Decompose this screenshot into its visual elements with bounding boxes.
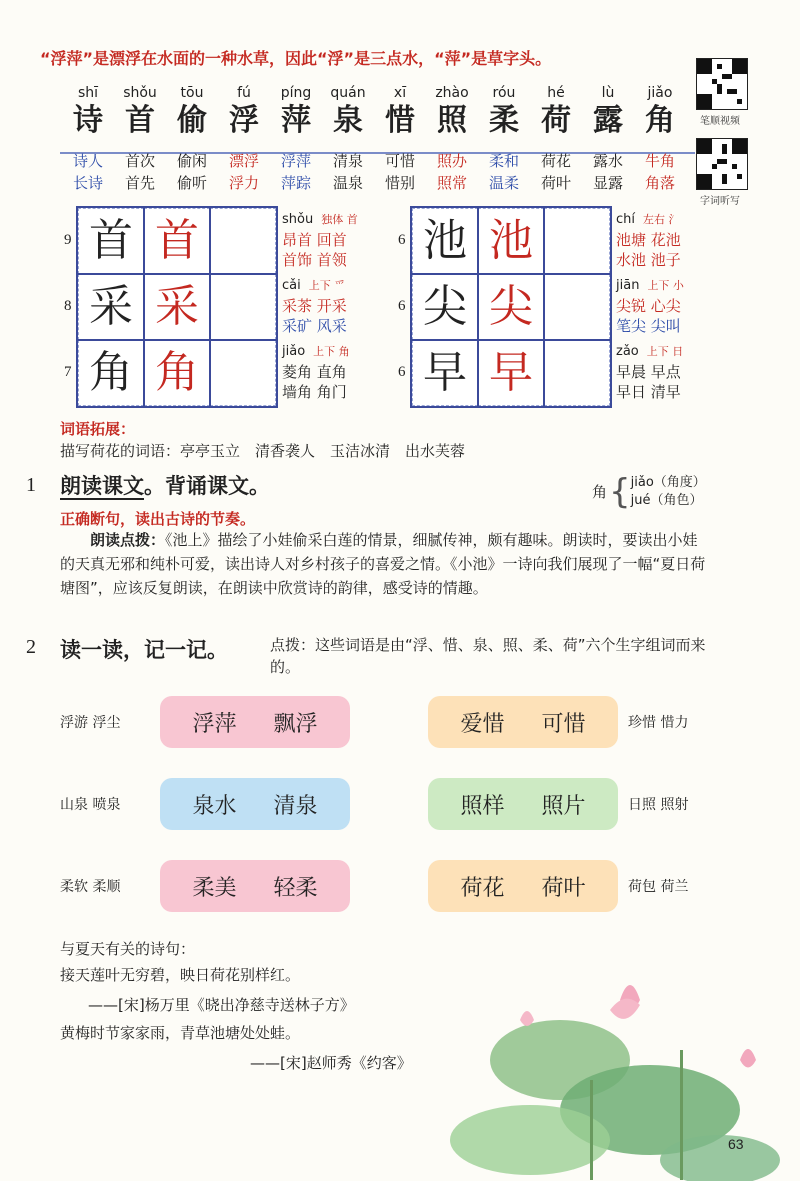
vocab-word: 可惜 [384,152,415,170]
char-cell [170,84,214,140]
info-words: 采矿 风采 [282,317,347,335]
vocab-word: 温柔 [488,174,519,192]
vocab-word: 惜别 [384,174,415,192]
vocab-word: 荷花 [540,152,571,170]
related-words: 柔软 柔顺 [60,879,121,895]
info-pinyin: shǒu [282,212,314,227]
vocab-column [221,150,267,194]
character: 浮 [229,103,259,138]
vocab-column [65,150,111,194]
character: 露 [593,103,623,138]
model-char: 早 [423,347,467,398]
stroke-count: 6 [398,364,406,380]
vocab-column [637,150,683,194]
grid-cell [544,340,610,406]
pinyin: hé [547,85,565,101]
section-hint: 点拨：这些词语是由“浮、惜、泉、照、柔、荷”六个生字组词而来的。 [270,636,706,676]
char-cell [66,84,110,140]
word-card [160,860,350,912]
vocab-word: 温泉 [332,174,363,192]
char-cell [326,84,370,140]
section-subtitle: 正确断句，读出古诗的节奏。 [60,510,256,528]
info-words: 早晨 早点 [616,363,681,381]
info-words: 墙角 角门 [282,383,347,401]
word-card [160,778,350,830]
stroke-count: 7 [64,364,72,380]
char-info [616,274,726,336]
info-words: 早日 清早 [616,383,681,401]
grid-cell [210,274,276,340]
word-card-word: 照片 [541,793,586,819]
vocab-word: 浮力 [228,174,259,192]
info-words: 尖锐 心尖 [616,297,681,315]
info-head [616,274,726,296]
word-card-word: 照样 [460,793,505,819]
grid-frame [76,206,278,408]
vocab-column [169,150,215,194]
word-card-word: 荷花 [460,875,505,901]
info-pinyin: zǎo [616,344,639,359]
vocab-column [533,150,579,194]
pinyin: fú [237,85,251,101]
poem-title: 与夏天有关的诗句： [60,940,196,958]
vocab-word: 露水 [592,152,623,170]
character: 萍 [281,103,311,138]
trace-char: 采 [155,281,199,332]
brace-icon: { [609,472,631,512]
related-words: 珍惜 惜力 [628,715,689,731]
vocab-word: 荷叶 [540,174,571,192]
char-info [282,274,392,336]
stroke-count: 9 [64,232,72,248]
word-card [428,778,618,830]
pinyin: tōu [180,85,204,101]
model-char: 角 [89,347,133,398]
extension-title: 词语拓展： [60,420,136,438]
char-info [616,340,726,402]
poem-author: ——[宋]赵师秀《约客》 [250,1054,412,1072]
poem-line: 接天莲叶无穷碧，映日荷花别样红。 [60,966,301,984]
reading-tips [60,528,710,600]
character: 角 [645,103,675,138]
char-cell [534,84,578,140]
grid-cell [210,340,276,406]
trace-char: 早 [489,347,533,398]
info-pinyin: jiān [616,278,640,293]
pinyin: lù [601,85,615,101]
word-card [428,696,618,748]
word-card-word: 泉水 [192,793,237,819]
info-words: 首饰 首领 [282,251,347,269]
info-head [282,340,392,362]
structure-note: 上下 爫 [308,279,346,292]
word-card [160,696,350,748]
vocab-column [481,150,527,194]
char-cell [638,84,682,140]
polyphone-char: 角 [592,483,608,501]
character: 照 [437,103,467,138]
structure-note: 上下 小 [647,279,684,292]
vocab-word: 首次 [124,152,155,170]
structure-note: 独体 首 [321,213,358,226]
word-card-word: 清泉 [273,793,318,819]
info-words: 采茶 开采 [282,297,347,315]
vocab-word: 显露 [592,174,623,192]
info-head [282,274,392,296]
word-card-word: 荷叶 [541,875,586,901]
qr-code-icon [696,138,748,190]
poem-line: 黄梅时节家家雨，青草池塘处处蛙。 [60,1024,301,1042]
pinyin: shī [77,85,99,101]
vocab-word: 清泉 [332,152,363,170]
grid-cell [544,274,610,340]
model-char: 尖 [423,281,467,332]
trace-char: 尖 [489,281,533,332]
info-words: 笔尖 尖叫 [616,317,681,335]
pinyin: róu [492,85,516,101]
vocab-column [117,150,163,194]
grid-cell [544,208,610,274]
stroke-count: 8 [64,298,72,314]
char-cell [118,84,162,140]
vocab-column [585,150,631,194]
qr-stroke-video[interactable] [696,58,748,114]
model-char: 采 [89,281,133,332]
char-cell [482,84,526,140]
grid-frame [410,206,612,408]
word-card-word: 浮萍 [192,711,237,737]
tips-label: 朗读点拨： [90,531,166,549]
character: 荷 [541,103,571,138]
info-pinyin: cǎi [282,278,301,293]
structure-note: 上下 角 [313,345,350,358]
pinyin: zhào [435,85,469,101]
grid-cell [210,208,276,274]
structure-note: 上下 日 [646,345,684,358]
info-words: 菱角 直角 [282,363,347,381]
qr-label-1: 笔顺视频 [700,116,740,127]
page-number: 63 [728,1136,744,1152]
info-head [616,208,726,230]
character: 泉 [333,103,363,138]
stroke-count: 6 [398,232,406,248]
vocab-word: 偷听 [176,174,207,192]
related-words: 荷包 荷兰 [628,879,689,895]
vocab-word: 首先 [124,174,155,192]
char-cell [430,84,474,140]
section-title [60,470,270,500]
qr-code-icon [696,58,748,110]
vocab-word: 诗人 [72,152,103,170]
vocab-word: 浮萍 [280,152,311,170]
info-words: 池塘 花池 [616,231,681,249]
vocab-word: 萍踪 [280,174,311,192]
polyphone-note [592,474,706,510]
word-card-word: 飘浮 [273,711,318,737]
info-words: 昂首 回首 [282,231,347,249]
pinyin: quán [330,85,366,101]
info-head [616,340,726,362]
word-card [428,860,618,912]
pinyin: xī [393,85,407,101]
vocab-row [66,150,686,196]
vocab-word: 照办 [436,152,467,170]
extension-text: 描写荷花的词语：亭亭玉立 清香袭人 玉洁冰清 出水芙蓉 [60,442,466,460]
character: 柔 [489,103,519,138]
info-pinyin: jiǎo [282,344,306,359]
related-words: 日照 照射 [628,797,689,813]
info-words: 水池 池子 [616,251,681,269]
char-info [282,340,392,402]
vocab-column [273,150,319,194]
qr-dictation[interactable] [696,138,748,194]
model-char: 首 [89,215,133,266]
char-cell [586,84,630,140]
char-cell [274,84,318,140]
info-pinyin: chí [616,212,635,227]
qr-label-2: 字词听写 [700,196,740,207]
character: 诗 [73,103,103,138]
character: 偷 [177,103,207,138]
section-number: 2 [26,636,36,658]
vocab-word: 长诗 [72,174,103,192]
word-card-word: 爱惜 [460,711,505,737]
char-cell [222,84,266,140]
vocab-column [325,150,371,194]
section-number: 1 [26,474,36,496]
structure-note: 左右 氵 [643,213,680,226]
title-rest: 。背诵课文。 [144,474,270,498]
vocab-word: 照常 [436,174,467,192]
trace-char: 池 [489,215,533,266]
related-words: 浮游 浮尘 [60,715,121,731]
char-info [616,208,726,270]
info-head [282,208,392,230]
poem-author: ——[宋]杨万里《晓出净慈寺送林子方》 [88,996,355,1014]
vocab-word: 角落 [644,174,675,192]
trace-char: 首 [155,215,199,266]
vocab-column [429,150,475,194]
character: 首 [125,103,155,138]
word-card-word: 可惜 [541,711,586,737]
character: 惜 [385,103,415,138]
polyphone-2: jué（角色） [630,493,703,508]
vocab-word: 漂浮 [228,152,259,170]
word-card-word: 轻柔 [273,875,318,901]
title-underlined: 朗读课文 [60,474,144,498]
pinyin: shǒu [123,85,157,101]
vocab-column [377,150,423,194]
related-words: 山泉 喷泉 [60,797,121,813]
char-cell [378,84,422,140]
tip-text: “浮萍”是漂浮在水面的一种水草，因此“浮”是三点水，“萍”是草字头。 [40,49,552,68]
vocab-word: 柔和 [488,152,519,170]
model-char: 池 [423,215,467,266]
pinyin: píng [280,85,312,101]
vocab-word: 牛角 [644,152,675,170]
stroke-count: 6 [398,298,406,314]
word-card-word: 柔美 [192,875,237,901]
tips-body: 《池上》描绘了小娃偷采白莲的情景，细腻传神，颇有趣味。朗读时，要读出小娃的天真无邪和纯朴可爱，读出诗人对乡村孩子的喜爱之情。《小池》一诗向我们展现了一幅“夏日荷塘图”，应该反复朗读，在朗读中欣赏诗的韵律，感受诗的情趣。 [60,531,706,597]
polyphone-1: jiǎo（角度） [630,475,706,490]
new-characters [66,84,686,146]
pinyin: jiǎo [647,85,673,101]
section-title: 读一读，记一记。 [60,638,228,662]
char-info [282,208,392,270]
vocab-word: 偷闲 [176,152,207,170]
trace-char: 角 [155,347,199,398]
